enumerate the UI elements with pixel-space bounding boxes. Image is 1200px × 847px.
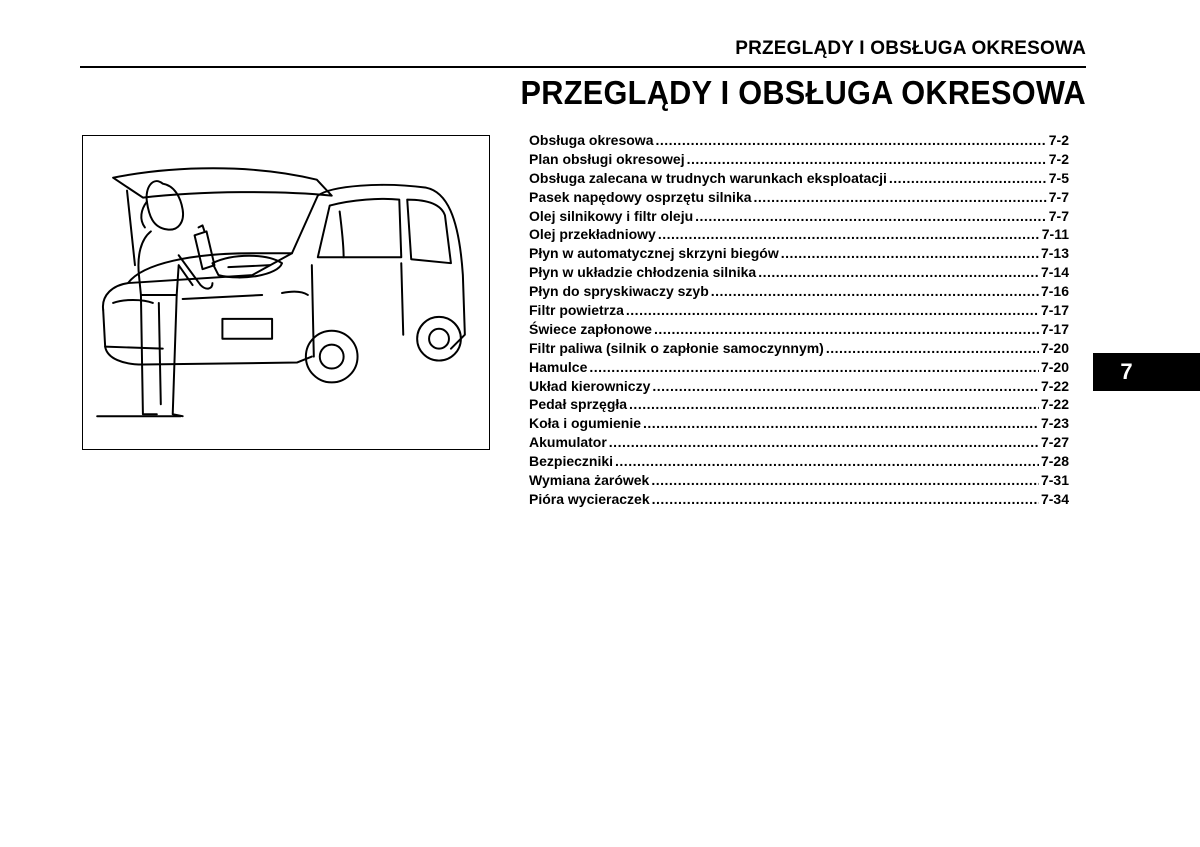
toc-entry-page: 7-7 [1048,207,1069,224]
table-of-contents [529,132,1069,510]
toc-entry-title: Obsługa zalecana w trudnych warunkach eksploatacji [529,169,887,186]
toc-leader-dots [652,378,1039,394]
toc-entry-page: 7-23 [1040,415,1069,432]
toc-leader-dots [615,453,1039,469]
toc-entry[interactable] [529,302,1069,321]
toc-entry-title: Płyn w automatycznej skrzyni biegów [529,245,779,262]
toc-entry-title: Filtr powietrza [529,302,624,319]
toc-entry[interactable] [529,453,1069,472]
toc-entry-page: 7-11 [1041,226,1069,243]
toc-entry-title: Płyn do spryskiwaczy szyb [529,283,709,300]
toc-leader-dots [589,359,1039,375]
toc-entry-page: 7-5 [1048,169,1069,186]
toc-entry-page: 7-20 [1040,358,1069,375]
toc-entry[interactable] [529,189,1069,208]
toc-entry-page: 7-27 [1040,434,1069,451]
toc-entry-page: 7-16 [1040,283,1069,300]
toc-entry[interactable] [529,491,1069,510]
toc-entry[interactable] [529,151,1069,170]
toc-entry[interactable] [529,434,1069,453]
toc-entry-title: Obsługa okresowa [529,132,654,148]
toc-leader-dots [609,434,1039,450]
toc-entry-title: Układ kierowniczy [529,377,651,394]
toc-entry[interactable] [529,396,1069,415]
toc-entry-page: 7-28 [1040,453,1069,470]
toc-entry[interactable] [529,359,1069,378]
toc-entry[interactable] [529,321,1069,340]
toc-entry[interactable] [529,226,1069,245]
toc-entry-page: 7-2 [1048,132,1069,148]
toc-entry-page: 7-7 [1048,188,1069,205]
toc-entry-title: Koła i ogumienie [529,415,642,432]
page-title: PRZEGLĄDY I OBSŁUGA OKRESOWA [520,74,1086,111]
toc-leader-dots [758,264,1039,280]
toc-leader-dots [754,189,1047,205]
toc-entry-page: 7-22 [1040,396,1069,413]
toc-entry-page: 7-13 [1040,245,1069,262]
toc-entry[interactable] [529,264,1069,283]
toc-leader-dots [651,472,1039,488]
toc-entry[interactable] [529,340,1069,359]
toc-entry[interactable] [529,208,1069,227]
toc-entry-title: Bezpieczniki [529,453,614,470]
toc-entry-title: Świece zapłonowe [529,320,652,337]
toc-leader-dots [695,208,1047,224]
toc-leader-dots [889,170,1047,186]
illustration-frame [82,135,490,450]
toc-leader-dots [652,491,1039,507]
toc-leader-dots [711,283,1039,299]
toc-leader-dots [658,226,1040,242]
toc-entry-title: Pasek napędowy osprzętu silnika [529,188,752,205]
toc-entry-page: 7-17 [1040,302,1069,319]
toc-entry-page: 7-20 [1040,339,1069,356]
toc-entry-page: 7-22 [1040,377,1069,394]
toc-entry-page: 7-14 [1040,264,1069,281]
person-checking-car-engine-illustration [83,136,489,449]
toc-entry[interactable] [529,415,1069,434]
toc-entry[interactable] [529,378,1069,397]
toc-leader-dots [629,396,1039,412]
toc-entry-title: Akumulator [529,434,607,451]
toc-entry-title: Hamulce [529,358,588,375]
toc-entry[interactable] [529,132,1069,151]
toc-leader-dots [655,132,1046,148]
toc-entry[interactable] [529,245,1069,264]
toc-entry[interactable] [529,472,1069,491]
toc-entry-title: Wymiana żarówek [529,472,650,489]
toc-entry-title: Filtr paliwa (silnik o zapłonie samoczynnym) [529,339,824,356]
header-rule [80,66,1086,68]
toc-leader-dots [687,151,1047,167]
toc-entry-title: Pedał sprzęgła [529,396,628,413]
toc-entry-title: Olej przekładniowy [529,226,656,243]
toc-entry-title: Plan obsługi okresowej [529,150,685,167]
toc-leader-dots [781,245,1039,261]
toc-entry-page: 7-17 [1040,320,1069,337]
toc-entry[interactable] [529,283,1069,302]
toc-leader-dots [626,302,1039,318]
toc-leader-dots [643,415,1039,431]
toc-entry-title: Pióra wycieraczek [529,490,650,507]
toc-entry-title: Płyn w układzie chłodzenia silnika [529,264,757,281]
chapter-tab: 7 [1093,353,1200,391]
toc-entry-page: 7-31 [1040,472,1069,489]
toc-entry-title: Olej silnikowy i filtr oleju [529,207,694,224]
toc-entry[interactable] [529,170,1069,189]
toc-entry-page: 7-2 [1048,150,1069,167]
toc-entry-page: 7-34 [1040,490,1069,507]
running-header: PRZEGLĄDY I OBSŁUGA OKRESOWA [735,38,1086,59]
toc-leader-dots [654,321,1039,337]
toc-leader-dots [826,340,1039,356]
